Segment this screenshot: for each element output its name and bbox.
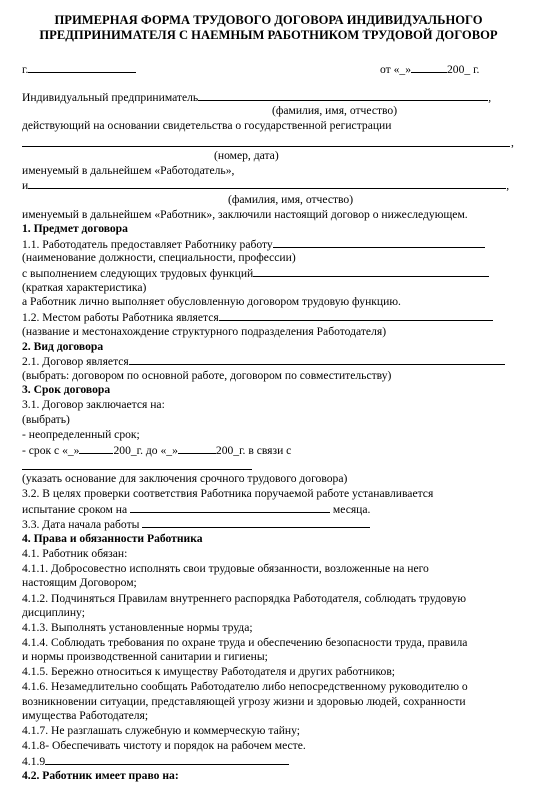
section-1-heading: 1. Предмет договора <box>22 222 128 235</box>
clause-4-1: 4.1. Работник обязан: <box>22 547 128 560</box>
clause-4-1-5: 4.1.5. Бережно относиться к имуществу Работодателя и других работников; <box>22 665 396 678</box>
city-blank[interactable] <box>28 62 136 73</box>
start-date-blank[interactable] <box>142 517 370 528</box>
document-title-line-2: ПРЕДПРИНИМАТЕЛЯ С НАЕМНЫМ РАБОТНИКОМ ТРУДОВОЙ ДОГОВОР <box>39 28 498 42</box>
employee-line: и , <box>22 179 510 192</box>
contract-type-caption: (выбрать: договором по основной работе, договором по совместительству) <box>22 369 392 382</box>
clause-4-1-4-line-1: 4.1.4. Соблюдать требования по охране труда и обеспечению безопасности труда, правила <box>22 636 468 649</box>
clause-4-1-6-line-2: возникновении ситуации, представляющей угрозу жизни и здоровью людей, сохранности <box>22 695 466 708</box>
clause-4-1-3: 4.1.3. Выполнять установленные нормы труда; <box>22 621 253 634</box>
clause-4-1-2-line-2: дисциплину; <box>22 606 85 619</box>
clause-4-1-6-line-1: 4.1.6. Незамедлительно сообщать Работодателю либо непосредственному руководителю о <box>22 680 468 693</box>
functions-caption: (краткая характеристика) <box>22 281 147 294</box>
clause-3-2-line-1: 3.2. В целях проверки соответствия Работника поручаемой работе устанавливается <box>22 487 434 500</box>
term-reason-blank[interactable] <box>22 469 252 470</box>
workplace-caption: (название и местонахождение структурного подразделения Работодателя) <box>22 325 387 338</box>
entrepreneur-name-blank[interactable] <box>198 90 488 101</box>
position-blank[interactable] <box>273 237 485 248</box>
term-end-month-blank[interactable] <box>178 443 216 454</box>
clause-1-1: 1.1. Работодатель предоставляет Работнику работу <box>22 237 485 251</box>
clause-2-1: 2.1. Договор является <box>22 354 505 368</box>
choose-caption: (выбрать) <box>22 413 70 426</box>
named-employer-line: именуемый в дальнейшем «Работодатель», <box>22 164 235 177</box>
position-caption: (наименование должности, специальности, профессии) <box>22 251 296 264</box>
city-field: г. <box>22 62 136 76</box>
section-3-heading: 3. Срок договора <box>22 383 111 396</box>
clause-4-1-9: 4.1.9 <box>22 754 289 768</box>
document-title-line-1: ПРИМЕРНАЯ ФОРМА ТРУДОВОГО ДОГОВОРА ИНДИВИДУАЛЬНОГО <box>54 13 483 27</box>
term-start-month-blank[interactable] <box>79 443 113 454</box>
fio-caption-2: (фамилия, имя, отчество) <box>228 193 354 206</box>
contract-type-blank[interactable] <box>129 354 505 365</box>
personal-performance-line: а Работник лично выполняет обусловленную договором трудовую функцию. <box>22 295 401 308</box>
clause-4-1-8: 4.1.8- Обеспечивать чистоту и порядок на рабочем месте. <box>22 739 306 752</box>
employee-name-blank[interactable] <box>28 178 506 189</box>
probation-blank[interactable] <box>130 502 330 513</box>
clause-3-3: 3.3. Дата начала работы <box>22 517 370 531</box>
term-reason-caption: (указать основание для заключения срочного трудового договора) <box>22 472 348 485</box>
clause-3-1: 3.1. Договор заключается на: <box>22 398 165 411</box>
clause-4-1-2-line-1: 4.1.2. Подчиняться Правилам внутреннего распорядка Работодателя, соблюдать трудовую <box>22 592 467 605</box>
clause-4-1-7: 4.1.7. Не разглашать служебную и коммерческую тайну; <box>22 724 300 737</box>
registration-blank[interactable] <box>22 146 510 147</box>
contract-document: ПРИМЕРНАЯ ФОРМА ТРУДОВОГО ДОГОВОРА ИНДИВИДУАЛЬНОГО ПРЕДПРИНИМАТЕЛЯ С НАЕМНЫМ РАБОТНИКОМ ТРУДОВОЙ ДОГОВОР г. от «_» 200_ г. Индивидуальный предприниматель , (фамилия, имя, отчество) действующий на основании свидетельства о государственной регистрации , (номер, дата) именуемый в дальнейшем «Работодатель», и , (фамилия, имя, отчество) именуемый в дальнейшем «Работник», заключили настоящий договор о нижеследующем. 1. Предмет договора 1.1. Работодатель предоставляет Работнику работу (наименование должности, специальности, профессии) с выполнением следующих трудовых функций (краткая характеристика) а Работник лично выполняет обусловленную договором трудовую функцию. 1.2. Местом работы Работника является (название и местонахождение структурного подразделения Работодателя) 2. Вид договора 2.1. Договор является (выбрать: договором по основной работе, договором по совместительству) 3. Срок договора 3.1. Договор заключается на: (выбрать) - неопределенный срок; - срок с «_» 200_г. до «_» 200_г. в связи с (указать основание для заключения срочного трудового договора) 3.2. В целях проверки соответствия Работника поручаемой работе устанавливается испытание сроком на месяца. 3.3. Дата начала работы 4. Права и обязанности Работника 4.1. Работник обязан: 4.1.1. Добросовестно исполнять свои трудовые обязанности, возложенные на него настоящим Договором; 4.1.2. Подчиняться Правилам внутреннего распорядка Работодателя, соблюдать трудовую дисциплину; 4.1.3. Выполнять установленные нормы труда; 4.1.4. Соблюдать требования по охране труда и обеспечению безопасности труда, правила и нормы производственной санитарии и гигиены; 4.1.5. Бережно относиться к имуществу Работодателя и других работников; 4.1.6. Незамедлительно сообщать Работодателю либо непосредственному руководителю о возникновении ситуации, представляющей угрозу жизни и здоровью людей, сохранности имущества Работодателя; 4.1.7. Не разглашать служебную и коммерческую тайну; 4.1.8- Обеспечивать чистоту и порядок на рабочем месте. 4.1.9 4.2. Работник имеет право на: <box>0 0 537 787</box>
fixed-term-option: - срок с «_» 200_г. до «_» 200_г. в связи с <box>22 444 292 457</box>
functions-line: с выполнением следующих трудовых функций <box>22 266 489 280</box>
functions-blank[interactable] <box>253 266 489 277</box>
number-date-caption: (номер, дата) <box>214 149 279 162</box>
date-field: от «_» 200_ г. <box>380 63 480 76</box>
section-2-heading: 2. Вид договора <box>22 340 104 353</box>
clause-4-1-6-line-3: имущества Работодателя; <box>22 709 149 722</box>
clause-4-1-1-line-2: настоящим Договором; <box>22 576 137 589</box>
clause-3-2-line-2: испытание сроком на месяца. <box>22 503 371 516</box>
clause-4-1-1-line-1: 4.1.1. Добросовестно исполнять свои трудовые обязанности, возложенные на него <box>22 562 429 575</box>
clause-1-2: 1.2. Местом работы Работника является <box>22 310 493 324</box>
acting-basis-line: действующий на основании свидетельства о государственной регистрации <box>22 119 392 132</box>
indefinite-term-option: - неопределенный срок; <box>22 428 140 441</box>
workplace-blank[interactable] <box>219 310 493 321</box>
entrepreneur-line: Индивидуальный предприниматель , <box>22 91 492 104</box>
fio-caption: (фамилия, имя, отчество) <box>272 104 398 117</box>
named-employee-line: именуемый в дальнейшем «Работник», заключили настоящий договор о нижеследующем. <box>22 208 468 221</box>
clause-4-1-4-line-2: и нормы производственной санитарии и гигиены; <box>22 650 268 663</box>
section-4-heading: 4. Права и обязанности Работника <box>22 532 203 545</box>
clause-4-2: 4.2. Работник имеет право на: <box>22 769 179 782</box>
clause-4-1-9-blank[interactable] <box>45 754 289 765</box>
date-month-blank[interactable] <box>411 62 447 73</box>
